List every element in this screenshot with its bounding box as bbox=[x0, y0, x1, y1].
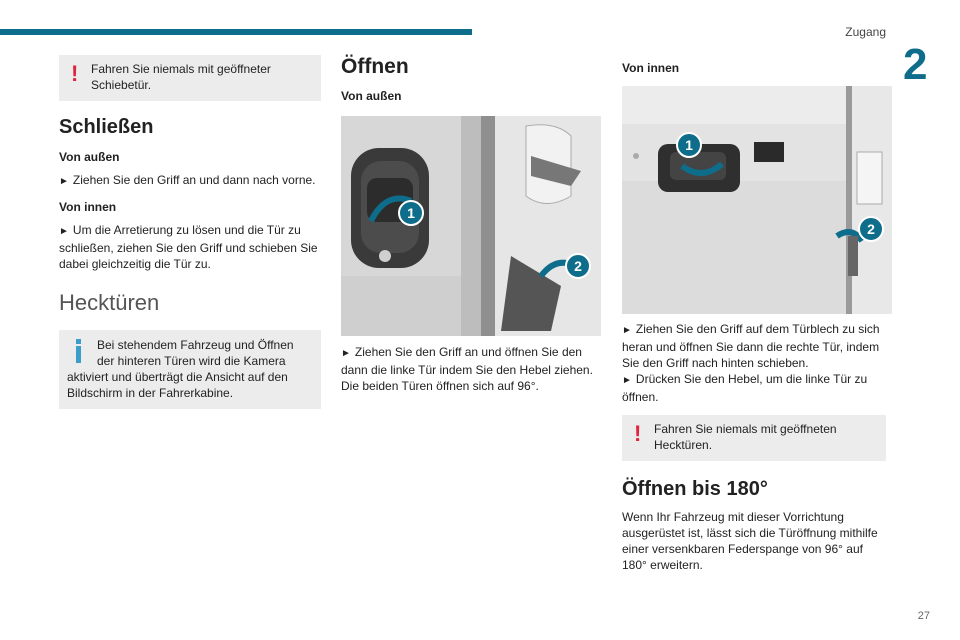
warning-box bbox=[59, 55, 321, 101]
body-text: Wenn Ihr Fahrzeug mit dieser Vorrichtung ausgerüstet ist, lässt sich die Türöffnung mithilfe einer versenkbaren Federspange von 96° auf 180° erweitern. bbox=[622, 510, 878, 572]
subheading-from-inside: Von innen bbox=[59, 200, 117, 214]
subheading-from-outside: Von außen bbox=[341, 89, 402, 103]
inner-panel-drawing bbox=[622, 86, 892, 314]
instruction-step: ► Um die Arretierung zu lösen und die Tür zu schließen, ziehen Sie den Griff und schieben Sie dabei gleichzeitig die Tür zu. bbox=[59, 223, 318, 271]
instruction-step: ► Ziehen Sie den Griff an und öffnen Sie den dann die linke Tür indem Sie den Hebel ziehen. bbox=[341, 345, 593, 377]
column-left bbox=[59, 55, 321, 409]
header-accent-bar bbox=[0, 29, 472, 35]
page-number: 27 bbox=[917, 610, 930, 622]
bullet-arrow-icon: ► bbox=[622, 325, 632, 336]
info-box bbox=[59, 330, 321, 409]
bullet-arrow-icon: ► bbox=[341, 348, 351, 359]
illustration-inside-handle bbox=[622, 86, 892, 314]
instruction-step: ► Ziehen Sie den Griff an und dann nach vorne. bbox=[59, 173, 316, 187]
warning-text: Fahren Sie niemals mit geöffneten Hecktüren. bbox=[654, 422, 837, 452]
subheading-from-outside: Von außen bbox=[59, 150, 120, 164]
bullet-arrow-icon: ► bbox=[59, 226, 69, 237]
column-middle bbox=[341, 55, 601, 394]
callout-2: 2 bbox=[858, 216, 884, 242]
note-text: Die beiden Türen öffnen sich auf 96°. bbox=[341, 379, 539, 393]
section-heading-rear-doors: Hecktüren bbox=[59, 290, 160, 315]
section-heading-open-180: Öffnen bis 180° bbox=[622, 478, 768, 500]
chapter-number: 2 bbox=[903, 40, 928, 89]
bullet-arrow-icon: ► bbox=[622, 375, 632, 386]
section-heading-opening: Öffnen bbox=[341, 55, 409, 78]
door-handle-drawing bbox=[341, 116, 601, 336]
callout-1: 1 bbox=[676, 132, 702, 158]
warning-icon: ! bbox=[634, 421, 642, 446]
instruction-step: ► Ziehen Sie den Griff auf dem Türblech zu sich heran und öffnen Sie dann die rechte Tür, indem Sie den Griff nach hinten schieben. bbox=[622, 322, 880, 370]
section-heading-closing: Schließen bbox=[59, 116, 154, 138]
callout-1: 1 bbox=[398, 200, 424, 226]
subheading-from-inside: Von innen bbox=[622, 61, 680, 75]
bullet-arrow-icon: ► bbox=[59, 176, 69, 187]
illustration-outside-handle bbox=[341, 116, 601, 336]
info-text: Bei stehendem Fahrzeug und Öffnen der hinteren Türen wird die Kamera aktiviert und überträgt die Ansicht auf den Bildschirm in der Fahrerkabine. bbox=[67, 338, 294, 400]
callout-2: 2 bbox=[565, 253, 591, 279]
warning-icon: ! bbox=[71, 61, 79, 86]
info-icon bbox=[73, 339, 83, 363]
warning-text: Fahren Sie niemals mit geöffneter Schiebetür. bbox=[91, 62, 271, 92]
instruction-step: ► Drücken Sie den Hebel, um die linke Tür zu öffnen. bbox=[622, 372, 868, 404]
warning-box bbox=[622, 415, 886, 461]
section-title: Zugang bbox=[845, 25, 886, 39]
column-right bbox=[622, 55, 886, 573]
